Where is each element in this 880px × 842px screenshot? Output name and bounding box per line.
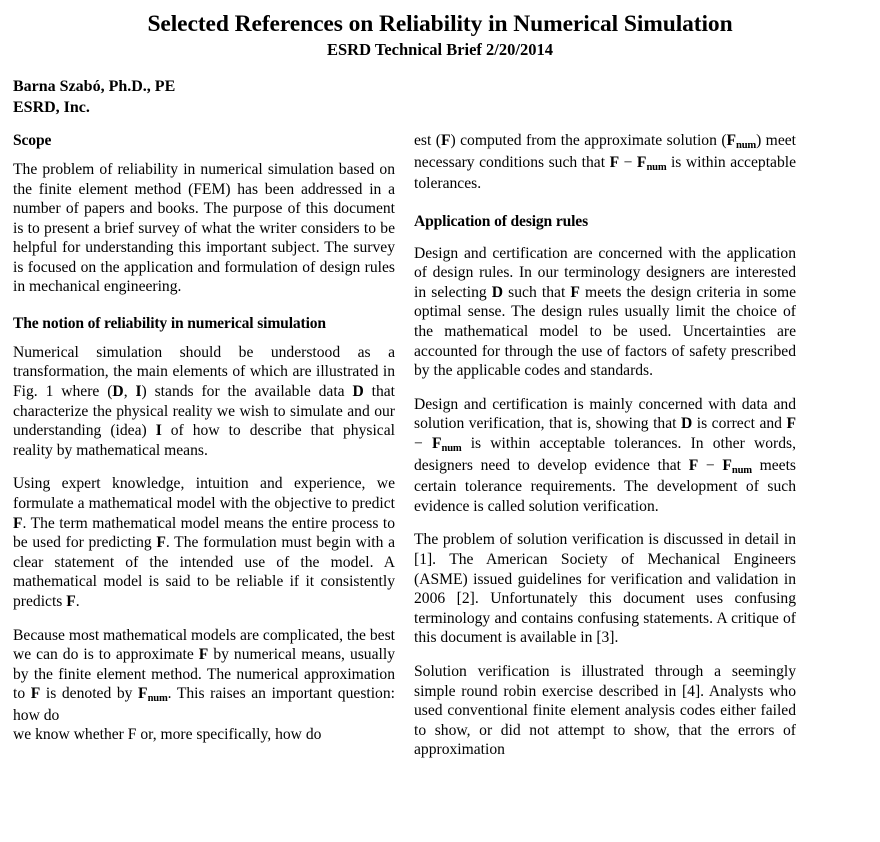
subscript-num: num [646, 161, 667, 173]
text-run: such that [503, 283, 571, 301]
symbol-F: F [13, 514, 23, 532]
text-run: , [123, 382, 136, 400]
subscript-num: num [736, 140, 757, 152]
subscript-num: num [147, 693, 168, 705]
symbol-F: F [66, 592, 76, 610]
text-run: − [698, 456, 723, 474]
text-run: meets certain tolerance requirements. The development of such evidence is called solution verification. [414, 456, 796, 515]
paragraph-notion-2 [13, 474, 395, 611]
text-run: − [414, 435, 432, 453]
text-run: ) stands for the available data [141, 382, 353, 400]
paragraph-design-rules-1 [414, 244, 796, 381]
symbol-F-num [722, 457, 752, 474]
body-columns [0, 132, 880, 761]
text-run: is within acceptable tolerances. In other words, designers need to develop evidence that [414, 435, 796, 474]
symbol-F: F [570, 283, 580, 301]
text-run: Numerical simulation should be understood as a transformation, the main elements of which are illustrated in Fig. 1 where ( [13, 343, 395, 400]
symbol-D: D [112, 382, 124, 400]
text-run: ) computed from the approximate solution ( [450, 132, 727, 150]
symbol-F: F [30, 685, 41, 703]
paragraph-design-rules-2 [414, 395, 796, 517]
text-run: ) meet necessary conditions such that [414, 132, 796, 171]
symbol-F: F [786, 415, 797, 433]
text-run: of how to describe that physical reality by mathematical means. [13, 422, 395, 459]
masthead [0, 0, 880, 60]
subscript-num: num [441, 443, 462, 455]
symbol-F: F [688, 456, 699, 474]
text-run: by numerical means, usually by the finite element method. The numerical approximation to [13, 646, 395, 703]
text-run: is correct and [692, 415, 787, 433]
text-run: Design and certification are concerned with the application of design rules. In our terminology designers are interested in selecting [414, 244, 796, 301]
text-run: that characterize the physical reality we wish to simulate and our understanding (idea) [13, 382, 395, 440]
text-run: . This raises an important question: how do [13, 685, 395, 724]
author-name: Barna Szabó, Ph.D., PE [13, 78, 176, 96]
heading-notion-of-reliability: The notion of reliability in numerical simulation [13, 315, 326, 333]
paragraph-notion-4-clipped: we know whether F or, more specifically, how do [13, 726, 322, 744]
symbol-I: I [155, 422, 162, 440]
text-run: meets the design criteria in some optimal sense. The design rules usually limit the choice of the mathematical model to be used. Uncertainties are accounted for through the use of factors of safety prescribed by the applicable codes and standards. [414, 283, 796, 380]
text-run: . [75, 592, 80, 610]
text-run: is within acceptable tolerances. [414, 153, 797, 193]
paragraph-continuation [414, 131, 796, 194]
symbol-F: F [726, 132, 737, 150]
symbol-F: F [156, 534, 166, 552]
text-run: Design and certification is mainly concerned with data and solution verification, that is, showing that [414, 395, 796, 433]
author-affiliation: ESRD, Inc. [13, 98, 90, 116]
heading-application-of-design-rules: Application of design rules [414, 213, 588, 230]
symbol-D: D [680, 415, 693, 433]
paragraph-scope: The problem of reliability in numerical simulation based on the finite element method (FEM) has been addressed in a number of papers and books. The purpose of this document is to present a brief survey of what the writer considers to be helpful for understanding this important subject. The survey is focused on the application and formulation of design rules in mechanical engineering. [13, 160, 395, 296]
section-application-of-design-rules [414, 213, 796, 760]
paragraph-design-rules-3: The problem of solution verification is discussed in detail in [1]. The American Society of Mechanical Engineers (ASME) issued guidelines for verification and validation in 2006 [2]. Unfortunately this document uses confusing terminology and contains confusing statements. A critique of this document is available in [3]. [414, 531, 796, 647]
right-column [414, 131, 796, 760]
symbol-F: F [609, 153, 620, 171]
paragraph-notion-3 [13, 626, 395, 726]
symbol-I: I [135, 382, 142, 400]
symbol-F-num [637, 154, 667, 171]
symbol-F: F [198, 646, 209, 664]
symbol-F-num [138, 685, 168, 705]
text-run: − [619, 153, 637, 171]
paragraph-design-rules-4: Solution verification is illustrated through a seemingly simple round robin exercise described in [4]. Analysts who used conventional finite element analysis codes either failed to show, or did not attempt to show, that the errors of approximation [414, 662, 796, 759]
left-column [13, 132, 395, 744]
symbol-D: D [352, 382, 364, 400]
symbol-F: F [138, 685, 148, 703]
text-run: . The term mathematical model means the entire process to be used for predicting [13, 514, 395, 552]
symbol-F: F [636, 153, 647, 171]
document-subtitle: ESRD Technical Brief 2/20/2014 [327, 40, 553, 60]
text-run: . The formulation must begin with a clear statement of the intended use of the model. A mathematical model is said to be reliable if it consistently predicts [13, 534, 395, 610]
symbol-F: F [722, 456, 732, 474]
byline [13, 77, 880, 118]
symbol-D: D [491, 283, 504, 301]
symbol-F: F [440, 132, 451, 150]
section-notion [13, 315, 395, 744]
page-title: Selected References on Reliability in Numerical Simulation [147, 11, 733, 37]
subscript-num: num [731, 464, 752, 476]
text-run: Because most mathematical models are complicated, the best we can do is to approximate [13, 626, 395, 664]
paragraph-notion-1 [13, 343, 395, 461]
text-run: Using expert knowledge, intuition and experience, we formulate a mathematical model with the objective to predict [13, 475, 395, 512]
heading-scope: Scope [13, 132, 52, 150]
text-run: is denoted by [40, 685, 139, 703]
symbol-F-num [431, 435, 462, 455]
section-scope [13, 132, 395, 297]
text-run: est ( [414, 132, 441, 150]
symbol-F: F [431, 435, 442, 453]
symbol-F-num [726, 132, 757, 152]
